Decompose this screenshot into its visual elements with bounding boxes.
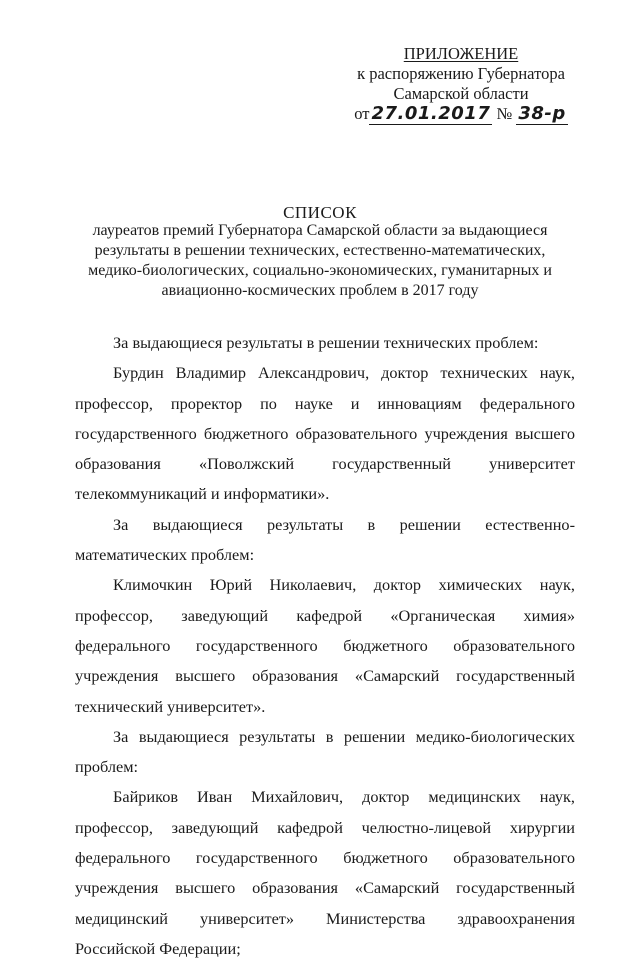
subtitle-line: лауреатов премий Губернатора Самарской области за выдающиеся (92, 222, 548, 239)
category-heading-technical: За выдающиеся результаты в решении технических проблем: (113, 333, 539, 352)
laureate-entry-bayrikov: Байриков Иван Михайлович, доктор медицинских наук, профессор, заведующий кафедрой челюстно-лицевой хирургии федерального государственного бюджетного образовательного учреждения высшего образования «Самарский государственный медицинский университет» Министерства здравоохранения Российской Федерации; (75, 787, 575, 958)
appendix-title: ПРИЛОЖЕНИЕ (403, 44, 519, 63)
laureate-entry-klimochkin: Климочкин Юрий Николаевич, доктор химических наук, профессор, заведующий кафедрой «Органическая химия» федерального государственного бюджетного образовательного учреждения высшего образования «Самарский государственный технический университет». (75, 575, 575, 716)
subtitle-line: результаты в решении технических, естественно-математических, (94, 242, 546, 259)
appendix-line-1: к распоряжению Губернатора (357, 64, 565, 83)
laureate-entry-burdin: Бурдин Владимир Александрович, доктор технических наук, профессор, проректор по науке и инновациям федерального государственного бюджетного образовательного учреждения высшего образования «Поволжский государственный университет телекоммуникаций и информатики». (75, 363, 575, 504)
number-prefix: № (496, 104, 513, 123)
category-heading-medical-bio: За выдающиеся результаты в решении медико-биологических проблем: (75, 726, 575, 777)
handwritten-date: 27.01.2017 (371, 103, 491, 124)
subtitle-line: авиационно-космических проблем в 2017 году (161, 282, 479, 299)
order-date-number-line (330, 104, 592, 124)
list-subtitle (60, 221, 580, 301)
list-title: СПИСОК (283, 203, 357, 222)
date-prefix: от (354, 104, 370, 123)
handwritten-number: 38-р (518, 103, 566, 124)
appendix-header (330, 44, 592, 124)
appendix-line-2: Самарской области (393, 84, 529, 103)
category-heading-natural-math: За выдающиеся результаты в решении естественно-математических проблем: (75, 514, 575, 565)
subtitle-line: медико-биологических, социально-экономических, гуманитарных и (88, 262, 552, 279)
document-body (75, 328, 575, 964)
